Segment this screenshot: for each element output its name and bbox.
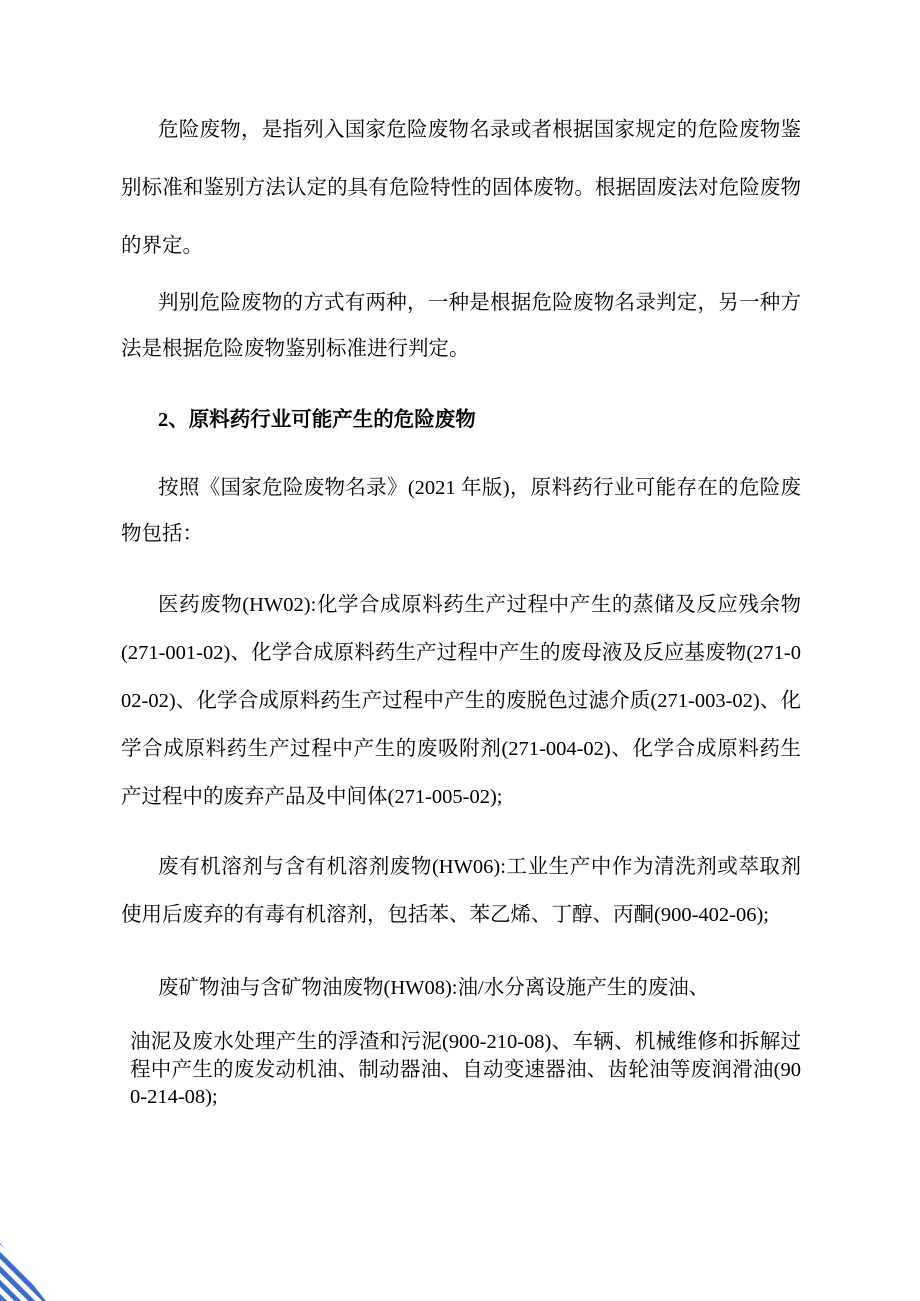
paragraph-catalogue-reference: 按照《国家危险废物名录》(2021 年版)，原料药行业可能存在的危险废物包括： [121, 477, 801, 545]
paragraph-hazardous-waste-definition: 危险废物，是指列入国家危险废物名录或者根据国家规定的危险废物鉴别标准和鉴别方法认定的具有危险特性的固体废物。根据固废法对危险废物的界定。 [121, 119, 801, 257]
section-heading-api-industry-waste: 2、原料药行业可能产生的危险废物 [158, 409, 476, 431]
paragraph-hw06-organic-solvent-waste: 废有机溶剂与含有机溶剂废物(HW06):工业生产中作为清洗剂或萃取剂使用后废弃的有毒有机溶剂，包括苯、苯乙烯、丁醇、丙酮(900-402-06); [121, 856, 801, 926]
paragraph-hw08-mineral-oil-waste-intro: 废矿物油与含矿物油废物(HW08):油/水分离设施产生的废油、 [158, 977, 710, 999]
corner-fold-watermark-icon [0, 1243, 46, 1301]
paragraph-hw02-pharma-waste: 医药废物(HW02):化学合成原料药生产过程中产生的蒸储及反应残余物(271-001-02)、化学合成原料药生产过程中产生的废母液及反应基废物(271-002-02)、化学合成原料药生产过程中产生的废脱色过滤介质(271-003-02)、化学合成原料药生产过程中产生的废吸附剂(271-004-02)、化学合成原料药生产过程中的废弃产品及中间体(271-005-02); [121, 594, 801, 808]
paragraph-hw08-mineral-oil-waste-detail: 油泥及废水处理产生的浮渣和污泥(900-210-08)、车辆、机械维修和拆解过程中产生的废发动机油、制动器油、自动变速器油、齿轮油等废润滑油(900-214-08); [130, 1031, 801, 1108]
paragraph-identification-methods: 判别危险废物的方式有两种，一种是根据危险废物名录判定，另一种方法是根据危险废物鉴别标准进行判定。 [121, 292, 801, 360]
